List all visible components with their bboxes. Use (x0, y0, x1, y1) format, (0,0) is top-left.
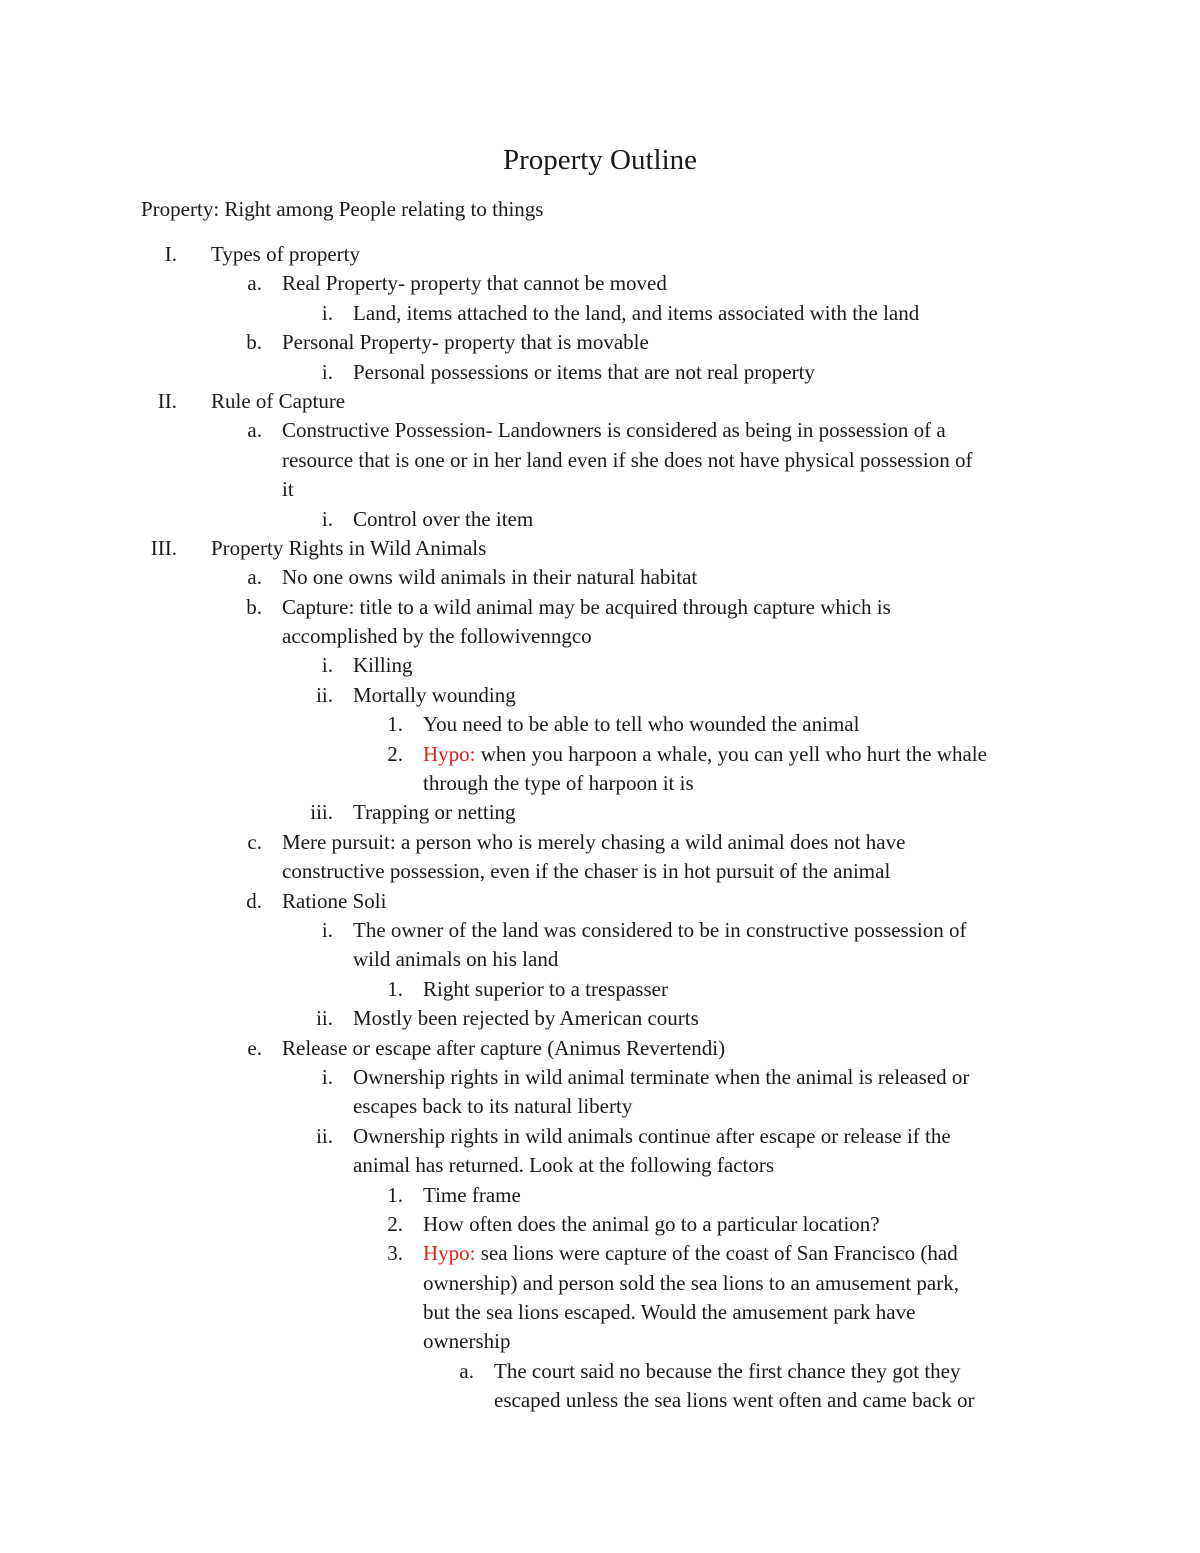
outline-text: Mere pursuit: a person who is merely chasing a wild animal does not have (282, 829, 906, 854)
outline-marker: c. (247, 829, 262, 854)
outline-text: Mostly been rejected by American courts (353, 1006, 699, 1031)
outline-text: ownership (423, 1329, 511, 1354)
outline-marker: i. (321, 300, 333, 325)
page-title: Property Outline (502, 144, 698, 176)
outline-item (0, 505, 1200, 534)
outline-marker: i. (321, 653, 333, 678)
outline-continuation (0, 622, 1200, 651)
outline-text: You need to be able to tell who wounded the animal (423, 712, 860, 737)
outline-text: resource that is one or in her land even if she does not have physical possession of (282, 447, 973, 472)
outline-item (0, 1239, 1200, 1268)
outline-marker: II. (157, 388, 177, 413)
outline-marker: iii. (310, 800, 333, 825)
outline-continuation (0, 769, 1200, 798)
outline-item (0, 740, 1200, 769)
outline-marker: a. (247, 565, 262, 590)
outline-marker: 2. (387, 741, 403, 766)
outline-marker: i. (321, 917, 333, 942)
outline-continuation (0, 1151, 1200, 1180)
outline-marker: e. (247, 1035, 262, 1060)
intro-line: Property: Right among People relating to things (141, 197, 544, 221)
outline-text: The owner of the land was considered to be in constructive possession of (353, 917, 967, 942)
outline-text-body: when you harpoon a whale, you can yell who hurt the whale (475, 741, 987, 766)
outline-item (0, 916, 1200, 945)
outline-text: it (282, 477, 294, 502)
outline-marker: 3. (387, 1241, 403, 1266)
outline-continuation (0, 475, 1200, 504)
outline-text (423, 740, 987, 769)
outline-text: Release or escape after capture (Animus Revertendi) (282, 1035, 726, 1060)
outline-marker: 1. (387, 712, 403, 737)
outline-text: Control over the item (353, 506, 534, 531)
outline-text: escaped unless the sea lions went often and came back or (494, 1388, 975, 1413)
outline-text: accomplished by the followivenngco (282, 624, 592, 649)
outline-text: Ownership rights in wild animal terminate when the animal is released or (353, 1064, 970, 1089)
outline-marker: i. (321, 1064, 333, 1089)
outline-marker: i. (321, 506, 333, 531)
outline-marker: III. (150, 535, 177, 560)
outline-continuation (0, 1298, 1200, 1327)
outline-continuation (0, 1327, 1200, 1356)
outline-text: Constructive Possession- Landowners is considered as being in possession of a (282, 418, 946, 443)
outline-item (0, 563, 1200, 592)
hypo-label: Hypo: (423, 1241, 476, 1266)
outline-text (423, 1239, 958, 1268)
outline-marker: b. (246, 594, 262, 619)
outline-text: Time frame (423, 1182, 521, 1207)
outline-text: wild animals on his land (353, 947, 559, 972)
outline-marker: a. (247, 271, 262, 296)
outline-text: Personal Property- property that is movable (282, 330, 649, 355)
outline-marker: i. (321, 359, 333, 384)
outline-marker: a. (247, 418, 262, 443)
outline-item (0, 710, 1200, 739)
outline-item (0, 416, 1200, 445)
outline-text: ownership) and person sold the sea lions to an amusement park, (423, 1270, 959, 1295)
outline-text: escapes back to its natural liberty (353, 1094, 633, 1119)
outline-marker: a. (459, 1358, 474, 1383)
outline-text: Personal possessions or items that are not real property (353, 359, 815, 384)
outline-item (0, 1063, 1200, 1092)
outline-text: but the sea lions escaped. Would the amusement park have (423, 1300, 916, 1325)
outline-text: Rule of Capture (211, 388, 346, 413)
outline-continuation (0, 857, 1200, 886)
outline-text: Ratione Soli (282, 888, 387, 913)
outline-marker: 1. (387, 976, 403, 1001)
outline-text: Right superior to a trespasser (423, 976, 668, 1001)
outline-item (0, 328, 1200, 357)
outline-text: How often does the animal go to a particular location? (423, 1211, 880, 1236)
outline-item (0, 1004, 1200, 1033)
outline-text: Types of property (211, 242, 360, 266)
outline-text: Real Property- property that cannot be moved (282, 271, 667, 296)
outline-text: Mortally wounding (353, 682, 516, 707)
outline-marker: ii. (316, 682, 333, 707)
outline-item (0, 240, 1200, 269)
outline-text: Property Rights in Wild Animals (211, 535, 487, 560)
outline-item (0, 593, 1200, 622)
outline-text: animal has returned. Look at the following factors (353, 1153, 775, 1178)
outline-item (0, 1181, 1200, 1210)
outline-continuation (0, 1269, 1200, 1298)
outline-text: The court said no because the first chance they got they (494, 1358, 961, 1383)
outline-item (0, 1357, 1200, 1386)
outline-marker: I. (164, 242, 177, 266)
outline-item (0, 975, 1200, 1004)
outline-item (0, 387, 1200, 416)
outline-marker: 1. (387, 1182, 403, 1207)
outline-continuation (0, 945, 1200, 974)
outline-marker: d. (246, 888, 262, 913)
outline-item (0, 269, 1200, 298)
outline-text: Killing (353, 653, 413, 678)
outline-item (0, 1122, 1200, 1151)
outline-item (0, 1034, 1200, 1063)
outline-item (0, 828, 1200, 857)
outline-item (0, 299, 1200, 328)
outline-marker: ii. (316, 1123, 333, 1148)
outline-item (0, 1210, 1200, 1239)
outline-marker: 2. (387, 1211, 403, 1236)
outline-item (0, 681, 1200, 710)
outline-item (0, 358, 1200, 387)
outline-text: Ownership rights in wild animals continue after escape or release if the (353, 1123, 951, 1148)
outline-text: Trapping or netting (353, 800, 516, 825)
outline-marker: ii. (316, 1006, 333, 1031)
outline-text: Land, items attached to the land, and items associated with the land (353, 300, 920, 325)
outline-item (0, 887, 1200, 916)
hypo-label: Hypo: (423, 741, 476, 766)
outline-text-body: sea lions were capture of the coast of San Francisco (had (475, 1241, 958, 1266)
outline-item (0, 798, 1200, 827)
outline-marker: b. (246, 330, 262, 355)
outline-text: Capture: title to a wild animal may be acquired through capture which is (282, 594, 891, 619)
outline-text: constructive possession, even if the chaser is in hot pursuit of the animal (282, 859, 891, 884)
outline-continuation (0, 1092, 1200, 1121)
outline-list (0, 240, 1200, 1416)
outline-item (0, 651, 1200, 680)
outline-text: No one owns wild animals in their natural habitat (282, 565, 698, 590)
outline-continuation (0, 1386, 1200, 1415)
outline-item (0, 534, 1200, 563)
outline-text: through the type of harpoon it is (423, 771, 694, 796)
outline-continuation (0, 446, 1200, 475)
